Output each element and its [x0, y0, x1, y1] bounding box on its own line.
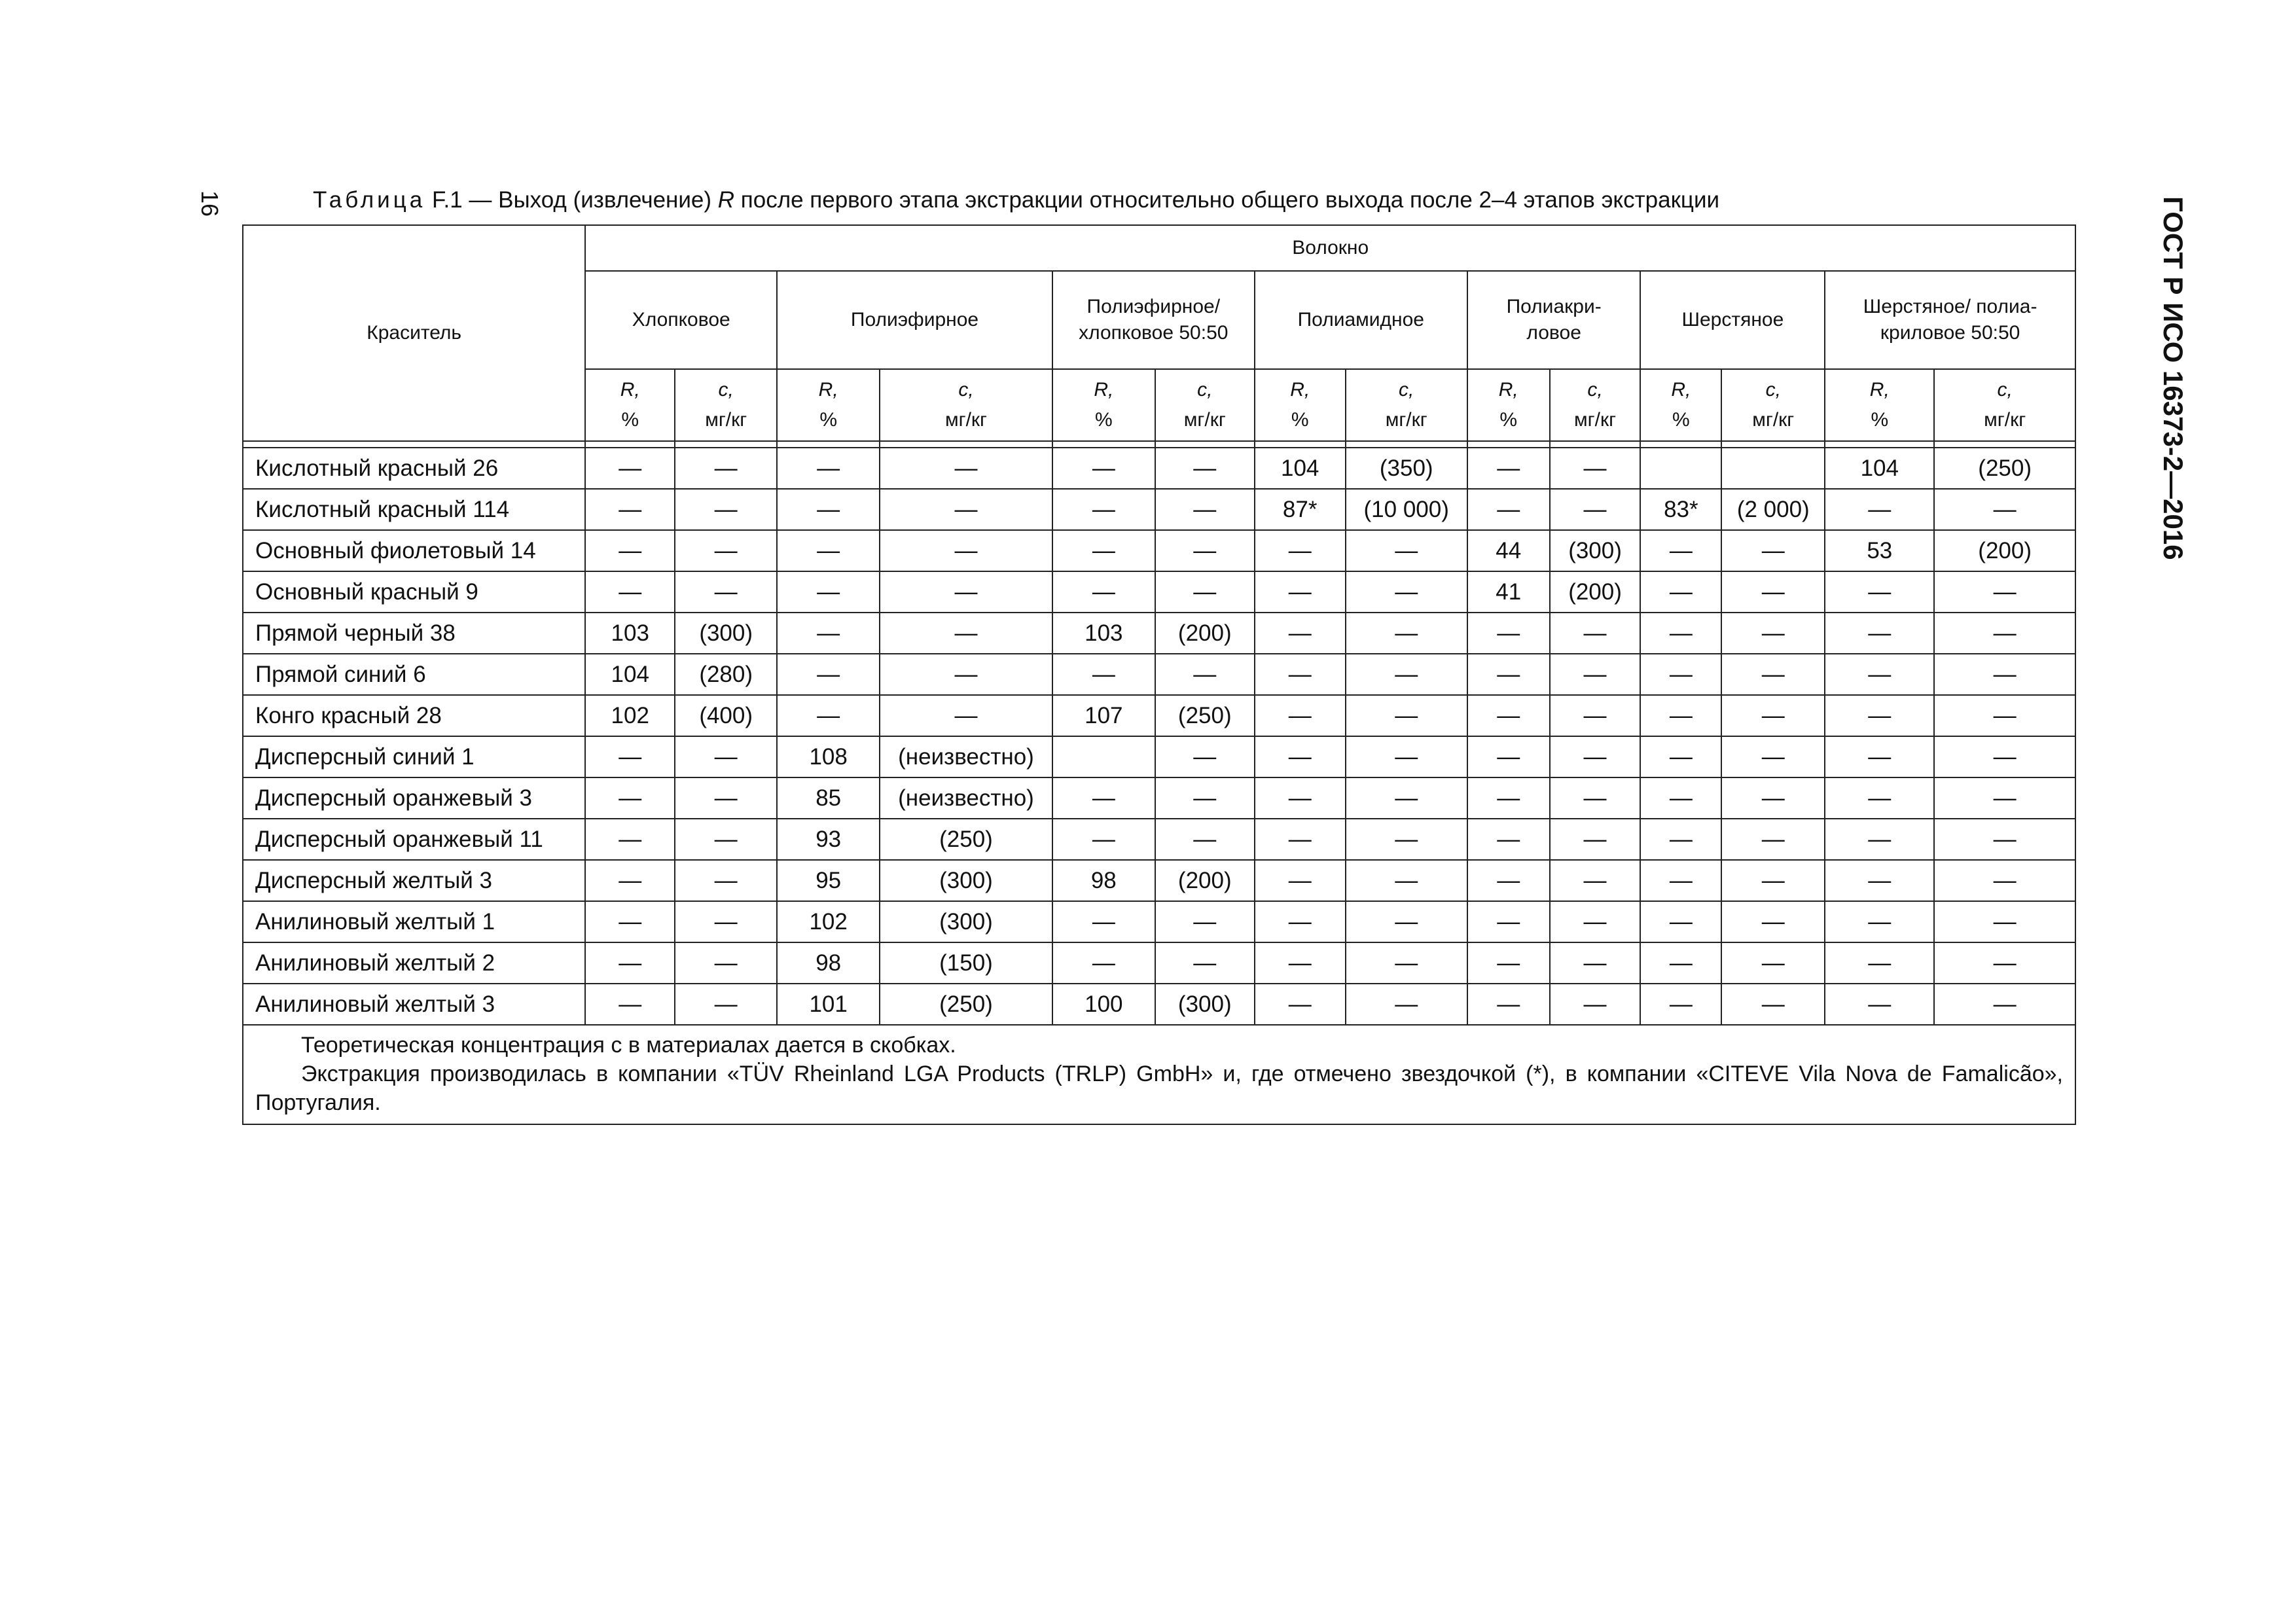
- header-fiber-group: Полиакри-ловое: [1467, 271, 1641, 369]
- table-cell: (неизвестно): [880, 777, 1052, 819]
- table-cell: —: [1550, 819, 1641, 860]
- table-cell: [1052, 736, 1155, 777]
- table-note: Экстракция производилась в компании «TÜV Rheinland LGA Products (TRLP) GmbH» и, где отмечено звездочкой (*), в компании «CITEVE Vila Nova de Famalicão», Португалия.: [255, 1061, 2063, 1115]
- table-cell: —: [1825, 613, 1934, 654]
- table-cell: [1721, 448, 1825, 489]
- table-cell: —: [880, 489, 1052, 530]
- header-unit: [777, 369, 880, 441]
- header-unit-symbol: c,: [1997, 379, 2013, 401]
- table-cell: —: [675, 489, 777, 530]
- table-cell: 103: [1052, 613, 1155, 654]
- header-unit-label: мг/кг: [1385, 409, 1427, 431]
- table-cell: 87*: [1255, 489, 1346, 530]
- table-cell: —: [1640, 942, 1721, 984]
- table-cell: —: [1155, 571, 1255, 613]
- table-cell: (200): [1155, 613, 1255, 654]
- table-cell: —: [1346, 695, 1467, 736]
- table-cell: —: [1052, 901, 1155, 942]
- table-cell: —: [1052, 777, 1155, 819]
- table-cell: —: [1550, 942, 1641, 984]
- table-cell: —: [1467, 736, 1550, 777]
- table-cell: (неизвестно): [880, 736, 1052, 777]
- table-cell: —: [675, 736, 777, 777]
- table-cell: —: [585, 736, 675, 777]
- header-unit-symbol: R,: [620, 379, 640, 401]
- table-cell: 98: [1052, 860, 1155, 901]
- table-cell: —: [1255, 530, 1346, 571]
- header-unit-label: мг/кг: [945, 409, 987, 431]
- table-row: [243, 530, 2075, 571]
- table-cell: —: [1155, 448, 1255, 489]
- table-cell: —: [1550, 901, 1641, 942]
- table-cell: —: [1550, 736, 1641, 777]
- table-cell: —: [1052, 942, 1155, 984]
- table-caption: [313, 187, 1719, 213]
- header-unit-label: %: [621, 409, 639, 431]
- table-cell: —: [1346, 736, 1467, 777]
- page-number: 16: [196, 190, 224, 217]
- table-cell: —: [1052, 654, 1155, 695]
- header-unit: [1640, 369, 1721, 441]
- table-cell: —: [1721, 654, 1825, 695]
- table-row: [243, 901, 2075, 942]
- table-cell: —: [1640, 777, 1721, 819]
- table-cell: —: [1640, 654, 1721, 695]
- header-unit: [1467, 369, 1550, 441]
- table-cell: —: [1640, 695, 1721, 736]
- header-unit-label: %: [1871, 409, 1889, 431]
- table-cell: —: [777, 654, 880, 695]
- header-fiber-group: Хлопковое: [585, 271, 777, 369]
- table-cell: (200): [1934, 530, 2075, 571]
- header-unit-symbol: c,: [1197, 379, 1213, 401]
- table-cell: 85: [777, 777, 880, 819]
- table-cell: —: [1346, 942, 1467, 984]
- table-cell: 102: [585, 695, 675, 736]
- table-cell: —: [1825, 819, 1934, 860]
- table-cell: —: [777, 489, 880, 530]
- table-cell: —: [1346, 819, 1467, 860]
- dye-name: Прямой синий 6: [243, 654, 585, 695]
- table-cell: 104: [585, 654, 675, 695]
- table-cell: —: [1467, 448, 1550, 489]
- dye-name: Дисперсный оранжевый 11: [243, 819, 585, 860]
- table-cell: —: [1721, 695, 1825, 736]
- header-unit: [585, 369, 675, 441]
- table-cell: (400): [675, 695, 777, 736]
- table-cell: —: [1467, 489, 1550, 530]
- header-unit-label: мг/кг: [1752, 409, 1795, 431]
- table-cell: —: [1052, 448, 1155, 489]
- dye-name: Кислотный красный 26: [243, 448, 585, 489]
- dye-name: Дисперсный синий 1: [243, 736, 585, 777]
- table-cell: —: [1467, 860, 1550, 901]
- table-cell: [1640, 448, 1721, 489]
- header-unit-label: мг/кг: [1984, 409, 2026, 431]
- table-row: [243, 571, 2075, 613]
- table-cell: —: [1825, 571, 1934, 613]
- table-cell: —: [1934, 654, 2075, 695]
- table-cell: (300): [880, 860, 1052, 901]
- table-cell: —: [1467, 777, 1550, 819]
- header-fiber: Волокно: [585, 225, 2075, 271]
- table-cell: 100: [1052, 984, 1155, 1025]
- table-cell: —: [1346, 860, 1467, 901]
- table-cell: —: [585, 901, 675, 942]
- table-cell: 107: [1052, 695, 1155, 736]
- table-cell: 101: [777, 984, 880, 1025]
- table-cell: (10 000): [1346, 489, 1467, 530]
- header-dye: Краситель: [243, 225, 585, 441]
- table-cell: —: [1346, 571, 1467, 613]
- table-note: Теоретическая концентрация c в материалах дается в скобках.: [301, 1033, 956, 1058]
- table-cell: (300): [880, 901, 1052, 942]
- table-cell: (250): [880, 819, 1052, 860]
- header-unit-symbol: R,: [1671, 379, 1691, 401]
- dye-name: Дисперсный оранжевый 3: [243, 777, 585, 819]
- table-cell: —: [1825, 942, 1934, 984]
- table-cell: —: [585, 571, 675, 613]
- dye-name: Дисперсный желтый 3: [243, 860, 585, 901]
- table-cell: —: [777, 613, 880, 654]
- table-row: [243, 819, 2075, 860]
- table-cell: —: [1825, 736, 1934, 777]
- document-code-text: ГОСТ Р ИСО 16373-2—2016: [2158, 196, 2189, 560]
- table-cell: —: [675, 777, 777, 819]
- header-unit-symbol: c,: [718, 379, 734, 401]
- table-row: [243, 777, 2075, 819]
- table-cell: —: [1255, 571, 1346, 613]
- table-cell: —: [1346, 530, 1467, 571]
- table-cell: —: [1550, 984, 1641, 1025]
- table-row: [243, 984, 2075, 1025]
- header-fiber-group: Полиамидное: [1255, 271, 1467, 369]
- header-unit: [1934, 369, 2075, 441]
- table-cell: —: [1255, 860, 1346, 901]
- table-cell: —: [1052, 530, 1155, 571]
- table-cell: —: [1550, 489, 1641, 530]
- table-cell: —: [1550, 448, 1641, 489]
- table-cell: (300): [1550, 530, 1641, 571]
- header-fiber-group: Шерстяное: [1640, 271, 1825, 369]
- table-cell: —: [1934, 695, 2075, 736]
- table-cell: (300): [675, 613, 777, 654]
- table-cell: —: [585, 530, 675, 571]
- table-cell: —: [1467, 984, 1550, 1025]
- caption-label: Таблица: [313, 187, 426, 213]
- table-cell: —: [1721, 530, 1825, 571]
- table-cell: —: [585, 489, 675, 530]
- table-cell: —: [1550, 654, 1641, 695]
- table-row: [243, 736, 2075, 777]
- table-cell: —: [1934, 901, 2075, 942]
- table-cell: —: [880, 613, 1052, 654]
- table-cell: 104: [1255, 448, 1346, 489]
- table-cell: —: [1255, 613, 1346, 654]
- table-cell: —: [1346, 984, 1467, 1025]
- header-unit-label: мг/кг: [1183, 409, 1226, 431]
- header-unit-symbol: c,: [1587, 379, 1603, 401]
- header-unit: [1052, 369, 1155, 441]
- header-unit: [1255, 369, 1346, 441]
- table-cell: —: [1467, 901, 1550, 942]
- table-cell: —: [675, 860, 777, 901]
- header-unit-label: %: [1499, 409, 1518, 431]
- header-unit: [1721, 369, 1825, 441]
- table-cell: 44: [1467, 530, 1550, 571]
- table-cell: 83*: [1640, 489, 1721, 530]
- table-cell: —: [1825, 695, 1934, 736]
- header-fiber-group: Полиэфирное/ хлопковое 50:50: [1052, 271, 1255, 369]
- table-cell: —: [1721, 942, 1825, 984]
- table-cell: —: [1346, 901, 1467, 942]
- table-cell: —: [880, 654, 1052, 695]
- table-cell: —: [675, 571, 777, 613]
- table-cell: —: [1640, 984, 1721, 1025]
- header-unit-symbol: R,: [1869, 379, 1890, 401]
- caption-number: F.1: [431, 187, 463, 213]
- table-cell: (250): [1934, 448, 2075, 489]
- table-cell: —: [1155, 942, 1255, 984]
- table-cell: 98: [777, 942, 880, 984]
- table-cell: —: [1934, 984, 2075, 1025]
- table-cell: —: [1255, 695, 1346, 736]
- header-unit-symbol: R,: [1498, 379, 1518, 401]
- table-cell: —: [585, 777, 675, 819]
- table-cell: —: [675, 530, 777, 571]
- table-cell: —: [1934, 489, 2075, 530]
- table-cell: —: [1640, 901, 1721, 942]
- header-unit: [1346, 369, 1467, 441]
- table-cell: —: [1155, 736, 1255, 777]
- table-cell: (280): [675, 654, 777, 695]
- header-separator: [243, 441, 2075, 448]
- table-cell: —: [1721, 613, 1825, 654]
- table-cell: (250): [880, 984, 1052, 1025]
- dye-name: Анилиновый желтый 2: [243, 942, 585, 984]
- header-unit-label: мг/кг: [705, 409, 747, 431]
- table-cell: —: [1155, 530, 1255, 571]
- table-cell: —: [1825, 860, 1934, 901]
- table-cell: —: [1255, 942, 1346, 984]
- table-cell: —: [1155, 777, 1255, 819]
- table-cell: —: [1640, 736, 1721, 777]
- table-cell: —: [1825, 777, 1934, 819]
- table-cell: —: [880, 530, 1052, 571]
- caption-text-before: — Выход (извлечение): [462, 187, 718, 213]
- table-cell: —: [1640, 613, 1721, 654]
- table-cell: —: [1467, 695, 1550, 736]
- table-cell: (200): [1550, 571, 1641, 613]
- document-code: [2153, 196, 2193, 563]
- table-cell: —: [585, 819, 675, 860]
- table-cell: —: [1467, 613, 1550, 654]
- table-cell: —: [1255, 819, 1346, 860]
- header-unit-label: %: [1291, 409, 1309, 431]
- table-cell: —: [675, 819, 777, 860]
- table-cell: —: [585, 448, 675, 489]
- dye-name: Кислотный красный 114: [243, 489, 585, 530]
- table-cell: —: [1721, 736, 1825, 777]
- header-unit-symbol: R,: [818, 379, 838, 401]
- table-cell: —: [1825, 654, 1934, 695]
- dye-name: Конго красный 28: [243, 695, 585, 736]
- table-cell: —: [1467, 942, 1550, 984]
- dye-name: Анилиновый желтый 1: [243, 901, 585, 942]
- header-unit-symbol: c,: [958, 379, 974, 401]
- table-cell: —: [585, 942, 675, 984]
- table-row: [243, 448, 2075, 489]
- table-cell: —: [1721, 860, 1825, 901]
- table-cell: —: [675, 901, 777, 942]
- table-cell: —: [1155, 901, 1255, 942]
- table-cell: (2 000): [1721, 489, 1825, 530]
- dye-name: Прямой черный 38: [243, 613, 585, 654]
- header-unit-label: %: [1672, 409, 1690, 431]
- header-unit-label: %: [1094, 409, 1113, 431]
- table-cell: 95: [777, 860, 880, 901]
- table-cell: —: [1825, 489, 1934, 530]
- table-cell: —: [1467, 654, 1550, 695]
- caption-symbol: R: [717, 187, 735, 213]
- header-unit: [880, 369, 1052, 441]
- table-cell: —: [585, 860, 675, 901]
- table-notes: [243, 1025, 2075, 1124]
- table-cell: —: [1825, 901, 1934, 942]
- table-cell: —: [1934, 736, 2075, 777]
- table-cell: —: [1155, 489, 1255, 530]
- table-cell: —: [1934, 860, 2075, 901]
- table-cell: —: [1721, 777, 1825, 819]
- table-cell: —: [880, 448, 1052, 489]
- table-cell: —: [1052, 571, 1155, 613]
- dye-name: Основный фиолетовый 14: [243, 530, 585, 571]
- table-row: [243, 942, 2075, 984]
- table-cell: —: [1346, 654, 1467, 695]
- table-cell: 103: [585, 613, 675, 654]
- table-cell: —: [1640, 819, 1721, 860]
- table-cell: —: [1255, 984, 1346, 1025]
- table-cell: —: [1721, 901, 1825, 942]
- table-cell: —: [777, 571, 880, 613]
- table-cell: —: [1052, 819, 1155, 860]
- table-cell: —: [1640, 860, 1721, 901]
- table-cell: 104: [1825, 448, 1934, 489]
- table-cell: (200): [1155, 860, 1255, 901]
- table-cell: —: [1825, 984, 1934, 1025]
- dye-name: Основный красный 9: [243, 571, 585, 613]
- header-unit-symbol: c,: [1399, 379, 1414, 401]
- header-unit-label: %: [819, 409, 837, 431]
- table-cell: —: [585, 984, 675, 1025]
- table-cell: (150): [880, 942, 1052, 984]
- table-cell: —: [1934, 942, 2075, 984]
- table-cell: —: [675, 984, 777, 1025]
- table-cell: —: [1155, 819, 1255, 860]
- header-unit: [675, 369, 777, 441]
- table-cell: (250): [1155, 695, 1255, 736]
- table-cell: —: [1934, 777, 2075, 819]
- header-unit-symbol: R,: [1290, 379, 1310, 401]
- table-cell: —: [1346, 613, 1467, 654]
- table-cell: —: [1550, 695, 1641, 736]
- table-row: [243, 860, 2075, 901]
- header-fiber-group: Полиэфирное: [777, 271, 1052, 369]
- table-cell: —: [1550, 613, 1641, 654]
- header-unit-symbol: R,: [1094, 379, 1114, 401]
- table-cell: —: [1346, 777, 1467, 819]
- table-cell: 41: [1467, 571, 1550, 613]
- table-cell: —: [1640, 571, 1721, 613]
- table-cell: —: [880, 695, 1052, 736]
- header-unit-symbol: c,: [1765, 379, 1781, 401]
- header-fiber-group: Шерстяное/ полиа-криловое 50:50: [1825, 271, 2075, 369]
- table-row: [243, 613, 2075, 654]
- table-cell: —: [1255, 736, 1346, 777]
- table-cell: —: [777, 530, 880, 571]
- table-cell: —: [777, 695, 880, 736]
- header-unit-label: мг/кг: [1574, 409, 1617, 431]
- table-cell: (300): [1155, 984, 1255, 1025]
- table-row: [243, 489, 2075, 530]
- header-unit: [1155, 369, 1255, 441]
- table-row: [243, 695, 2075, 736]
- table-cell: —: [1550, 860, 1641, 901]
- table-cell: —: [1255, 654, 1346, 695]
- table-cell: —: [1550, 777, 1641, 819]
- table-cell: 102: [777, 901, 880, 942]
- header-unit: [1550, 369, 1641, 441]
- table-cell: —: [1934, 571, 2075, 613]
- table-cell: —: [1052, 489, 1155, 530]
- dye-name: Анилиновый желтый 3: [243, 984, 585, 1025]
- table-cell: —: [1721, 984, 1825, 1025]
- table-cell: —: [1934, 819, 2075, 860]
- table-cell: 93: [777, 819, 880, 860]
- table-cell: —: [777, 448, 880, 489]
- table-cell: —: [1640, 530, 1721, 571]
- table-cell: —: [1934, 613, 2075, 654]
- table-cell: —: [1721, 571, 1825, 613]
- extraction-table: [242, 224, 2076, 1125]
- table-cell: (350): [1346, 448, 1467, 489]
- header-unit: [1825, 369, 1934, 441]
- table-cell: —: [675, 448, 777, 489]
- table-row: [243, 654, 2075, 695]
- table-cell: —: [1255, 901, 1346, 942]
- table-cell: —: [1721, 819, 1825, 860]
- caption-text-after: после первого этапа экстракции относительно общего выхода после 2–4 этапов экстракции: [734, 187, 1720, 213]
- table-cell: —: [1467, 819, 1550, 860]
- table-cell: 108: [777, 736, 880, 777]
- table-cell: —: [675, 942, 777, 984]
- table-cell: —: [1155, 654, 1255, 695]
- table-cell: —: [880, 571, 1052, 613]
- table-cell: —: [1255, 777, 1346, 819]
- table-notes-row: [243, 1025, 2075, 1124]
- table-cell: 53: [1825, 530, 1934, 571]
